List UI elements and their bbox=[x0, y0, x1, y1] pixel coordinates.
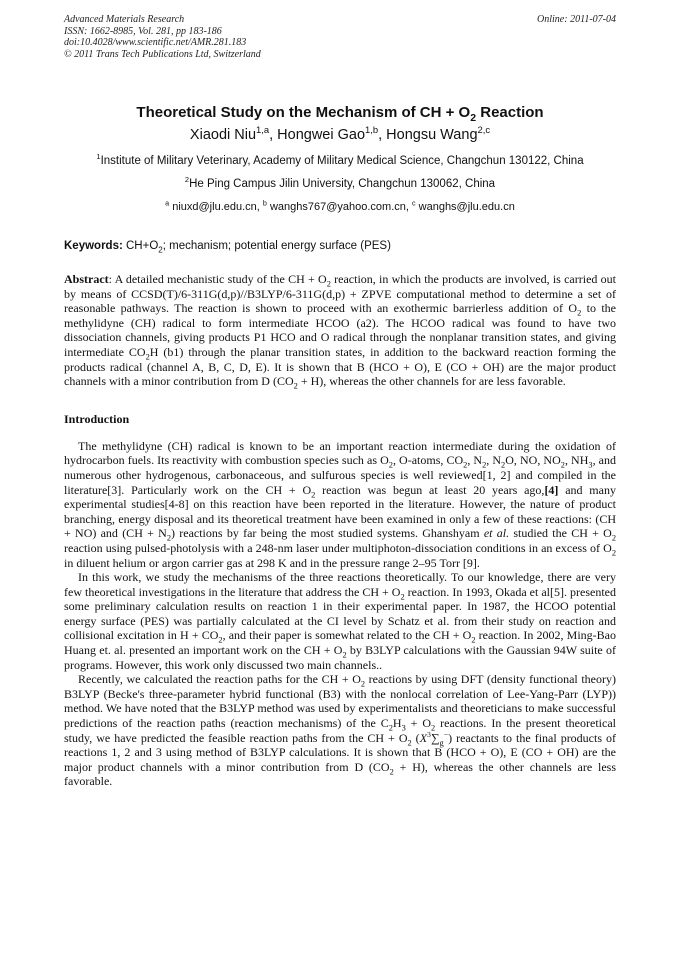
title-subscript: 2 bbox=[470, 112, 477, 124]
abstract-text: : A detailed mechanistic study of the CH + O bbox=[108, 272, 327, 286]
journal-name: Advanced Materials Research bbox=[64, 14, 185, 25]
paper-page bbox=[64, 14, 616, 789]
keywords-label: Keywords: bbox=[64, 240, 123, 252]
p1-sub: 2 bbox=[463, 460, 468, 470]
p1-sub: 2 bbox=[166, 533, 171, 543]
p3-text: ( bbox=[411, 730, 420, 745]
email-b[interactable]: wanghs767@yahoo.com.cn bbox=[269, 201, 406, 213]
p3-sub: 2 bbox=[431, 723, 436, 733]
affiliation-1 bbox=[64, 154, 616, 168]
title-text-end: Reaction bbox=[476, 104, 544, 121]
keywords bbox=[64, 239, 616, 253]
affiliation-1-text: Institute of Military Veterinary, Academy of Military Medical Science, Changchun 130122, China bbox=[100, 155, 584, 167]
keywords-subscript: 2 bbox=[158, 245, 163, 255]
p2-sub: 2 bbox=[400, 592, 405, 602]
online-date: Online: 2011-07-04 bbox=[537, 14, 616, 25]
abstract-text: H (b1) through the planar transition states, in addition to the backward reaction forming the products radical (channel A, B, C, D, E). It is shown that B (HCO + O), E (CO + OH) are the major product channels with a minor contribution from D (CO bbox=[64, 344, 616, 389]
abstract-sub: 2 bbox=[145, 352, 150, 362]
p1-text: , NH bbox=[564, 453, 589, 468]
author-list: Xiaodi Niu$^{1,a}$, Hongwei Gao$^{1,b}$, Hongsu Wang$^{2,c}$ bbox=[189, 124, 491, 143]
journal-header bbox=[64, 14, 616, 66]
intro-paragraph-1 bbox=[64, 439, 616, 570]
p1-sub: 3 bbox=[588, 460, 593, 470]
author-3-affil: 2,c bbox=[477, 124, 491, 136]
p2-sub: 2 bbox=[342, 650, 347, 660]
abstract-label: Abstract bbox=[64, 272, 109, 286]
p1-text: ) reactions by far being the most studied systems. Ghanshyam bbox=[171, 526, 484, 541]
affiliation-2-text: He Ping Campus Jilin University, Changchun 130062, China bbox=[189, 178, 496, 190]
intro-paragraph-3 bbox=[64, 672, 616, 789]
abstract-text: + H), whereas the other channels for are less favorable. bbox=[297, 374, 566, 389]
keywords-text: CH+O bbox=[122, 240, 159, 252]
email-a[interactable]: niuxd@jlu.edu.cn bbox=[172, 201, 257, 213]
p1-text: and many experimental studies[4-8] on this reaction have been reported in the literature. However, the nature of product branching, energy disposal and its theoretical treatment have been examined in only a few of these reactions: (CH + NO) and (CH + N bbox=[64, 482, 616, 541]
p1-sub: 2 bbox=[501, 460, 506, 470]
abstract-sub: 2 bbox=[326, 279, 331, 289]
p3-sup: 3 bbox=[427, 729, 431, 739]
abstract-sub: 2 bbox=[577, 308, 582, 318]
p2-text: reaction. In 1993, Okada et al[5]. presented some preliminary calculation results on reaction 1 in their experimental paper. In 1987, the HCOO potential energy surface (PES) was partially calculated at the CI level by Schatz et al. from their study on reaction and collisional excitation in H + CO bbox=[64, 584, 616, 643]
paper-title bbox=[64, 104, 616, 122]
p1-sub: 2 bbox=[311, 489, 316, 499]
abstract bbox=[64, 272, 616, 389]
p2-text: reaction. In 2002, Ming-Bao Huang et. al. presented an important work on the CH + O bbox=[64, 628, 617, 658]
p1-text: , N bbox=[467, 453, 483, 468]
p1-text: O, NO, NO bbox=[505, 453, 561, 468]
email-c-mark: c bbox=[412, 199, 416, 208]
author-2: Hongwei Gao bbox=[277, 127, 366, 143]
p3-sub: 2 bbox=[407, 738, 412, 748]
author-2-affil: 1,b bbox=[365, 124, 379, 136]
p1-text: studied the CH + O bbox=[509, 526, 612, 541]
state-symbol: X bbox=[419, 730, 428, 745]
p3-text: + H), whereas the other channels are less favorable. bbox=[64, 759, 616, 789]
affiliation-2 bbox=[64, 177, 616, 191]
author-1: Xiaodi Niu bbox=[189, 127, 257, 143]
p3-text: ) reactants to the final products of reactions 1, 2 and 3 using method of B3LYP calculations. It is shown that B (HCO + O), E (CO + OH) are the major product channels with a minor contribution from D (CO bbox=[64, 730, 617, 774]
p3-text: + O bbox=[405, 716, 432, 731]
p3-text: reactions by using DFT (density functional theory) B3LYP (Becke's three-parameter hybrid functional (B3) with the nonlocal correlation of Lee-Yang-Parr (LYP)) method. We have noted that the B3LYP method was used by experimentalists and theoreticians to make successful predictions of the reaction paths (reaction mechanisms) of the C bbox=[64, 672, 617, 731]
affiliation-1-mark: 1 bbox=[96, 152, 101, 162]
p3-sub: 2 bbox=[388, 723, 393, 733]
author-emails: $^a$ niuxd@jlu.edu.cn, $^b$ wanghs767@yahoo.com.cn, $^c$ wanghs@jlu.edu.cn bbox=[165, 199, 515, 213]
p2-sub: 2 bbox=[471, 635, 476, 645]
journal-copyright: © 2011 Trans Tech Publications Ltd, Switzerland bbox=[64, 48, 261, 60]
sigma-symbol: ∑ bbox=[430, 730, 440, 745]
p1-sub: 2 bbox=[611, 533, 617, 543]
p3-sub: 2 bbox=[389, 767, 394, 777]
p3-sub: 2 bbox=[360, 679, 366, 689]
abstract-text: to the methylidyne (CH) radical to form intermediate HCOO (a2). The HCOO radical was found to have two dissociation channels, giving products P1 HCO and O radical through the nonplanar transition states, and giving intermediate CO bbox=[64, 301, 616, 359]
p3-sup: − bbox=[443, 729, 449, 739]
citation-4: [4] bbox=[544, 482, 559, 497]
p3-text: reactions. In the present theoretical study, we have predicted the feasible reaction paths from the CH + O bbox=[64, 716, 616, 745]
p1-sub: 2 bbox=[388, 460, 393, 470]
journal-issn: ISSN: 1662-8985, Vol. 281, pp 183-186 bbox=[64, 25, 222, 37]
p3-sub: 3 bbox=[401, 723, 406, 733]
p1-text: , N bbox=[486, 453, 502, 468]
p1-text: reaction using pulsed-photolysis with a 248-nm laser under multiphoton-dissociation conditions in an excess of O bbox=[64, 540, 612, 555]
p1-text: in diluent helium or argon carrier gas at 298 K and in the pressure range 2–95 Torr [9]. bbox=[64, 555, 480, 570]
author-3: Hongsu Wang bbox=[386, 127, 478, 143]
email-a-mark: a bbox=[165, 199, 170, 208]
p3-sub: g bbox=[439, 738, 444, 748]
p1-text: , and numerous other hydrogenous, carbonaceous, and sulfurous species is well reviewed[1, 2] and compiled in the literature[3]. Particularly work on the CH + O bbox=[64, 453, 616, 497]
keywords-text-rest: ; mechanism; potential energy surface (PES) bbox=[162, 240, 391, 252]
et-al: et al. bbox=[483, 526, 510, 541]
journal-doi: doi:10.4028/www.scientific.net/AMR.281.183 bbox=[64, 37, 247, 48]
abstract-sub: 2 bbox=[293, 381, 298, 391]
p1-text: reaction was begun at least 20 years ago, bbox=[315, 482, 545, 497]
p2-text: by B3LYP calculations with the Gaussian 94W suite of programs. However, this work only discussed two main channels.. bbox=[64, 643, 617, 672]
p1-text: , O-atoms, CO bbox=[392, 453, 464, 468]
p1-sub: 2 bbox=[560, 460, 565, 470]
intro-paragraph-2 bbox=[64, 570, 616, 672]
p1-sub: 2 bbox=[482, 460, 487, 470]
title-text: Theoretical Study on the Mechanism of CH + O bbox=[136, 104, 471, 121]
email-c[interactable]: wanghs@jlu.edu.cn bbox=[418, 201, 515, 213]
p1-sub: 2 bbox=[611, 548, 616, 558]
p2-text: , and their paper is somewhat related to the CH + O bbox=[222, 628, 472, 643]
p2-sub: 2 bbox=[218, 635, 223, 645]
abstract-text: reaction, in which the products are involved, is carried out by means of CCSD(T)/6-311G(d,p)//B3LYP/6-311G(d,p) + ZPVE computational method to determine a set of reasonable pathways. The reaction is shown to proceed with an exothermic barrierless addition of O bbox=[64, 272, 616, 316]
p3-text: H bbox=[392, 716, 402, 731]
author-1-affil: 1,a bbox=[256, 124, 270, 136]
p3-text: Recently, we calculated the reaction paths for the CH + O bbox=[78, 672, 361, 687]
affiliation-2-mark: 2 bbox=[184, 175, 190, 185]
email-b-mark: b bbox=[262, 199, 267, 208]
p2-text: In this work, we study the mechanisms of the three reactions theoretically. To our knowledge, there are very few theoretical investigations in the literature that address the CH + O bbox=[64, 570, 616, 599]
journal-info bbox=[64, 14, 261, 60]
introduction-heading: Introduction bbox=[64, 411, 130, 426]
p1-text: The methylidyne (CH) radical is known to be an important reaction intermediate during the oxidation of hydrocarbon fuels. Its reactivity with combustion species such as O bbox=[64, 438, 616, 468]
